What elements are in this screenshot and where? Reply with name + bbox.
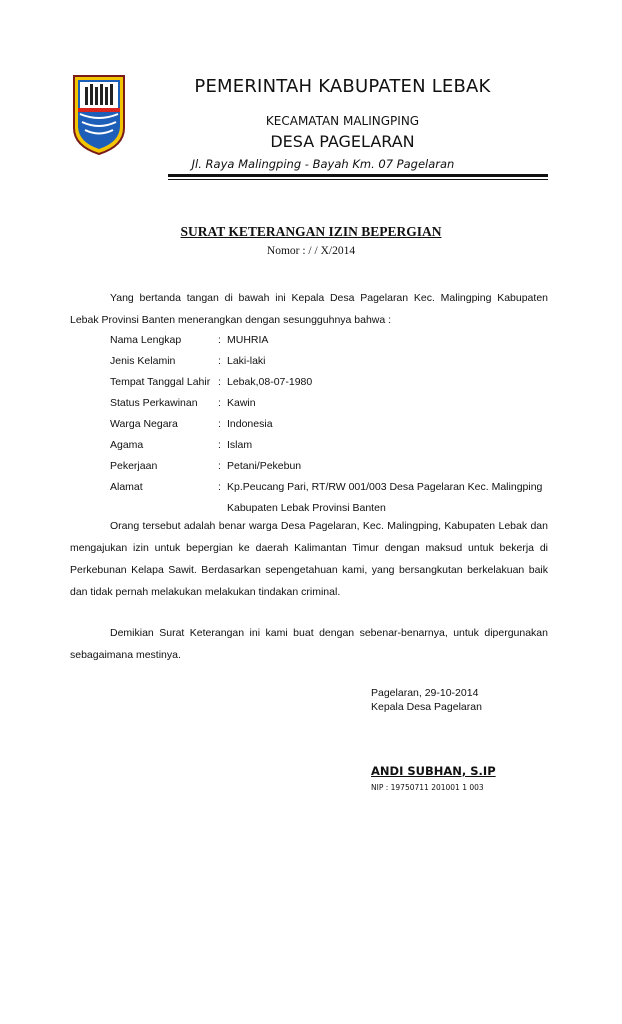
field-separator: : [218,460,221,472]
signature-block [371,686,482,714]
letterhead-government: PEMERINTAH KABUPATEN LEBAK [194,76,491,97]
field-label: Agama [110,439,144,451]
field-separator: : [218,481,221,493]
signer-nip: NIP : 19750711 201001 1 003 [371,783,484,792]
field-separator: : [218,355,221,367]
letterhead-address: Jl. Raya Malingping - Bayah Km. 07 Pagelaran [191,157,455,171]
field-row-gender [110,351,550,372]
field-label: Alamat [110,481,143,493]
field-separator: : [218,397,221,409]
field-value: MUHRIA [227,334,269,346]
field-value: Kp.Peucang Pari, RT/RW 001/003 Desa Pagelaran Kec. Malingping [227,481,543,493]
field-value: Indonesia [227,418,273,430]
field-row-religion [110,435,550,456]
field-row-birth [110,372,550,393]
signer-name: ANDI SUBHAN, S.IP [371,764,496,778]
field-row-occupation [110,456,550,477]
field-separator: : [218,439,221,451]
signature-position: Kepala Desa Pagelaran [371,701,482,713]
intro-paragraph: Yang bertanda tangan di bawah ini Kepala Desa Pagelaran Kec. Malingping Kabupaten Lebak Provinsi Banten menerangkan dengan sesungguhnya bahwa : [70,292,548,326]
field-row-citizenship [110,414,550,435]
field-label: Tempat Tanggal Lahir [110,376,211,388]
identity-fields [110,330,550,519]
statement-paragraph: Orang tersebut adalah benar warga Desa Pagelaran, Kec. Malingping, Kabupaten Lebak dan mengajukan izin untuk bepergian ke daerah Kalimantan Timur dengan maksud untuk bekerja di Perkebunan Kelapa Sawit. Berdasarkan sepengetahuan kami, yang bersangkutan berkelakuan baik dan tidak pernah melakukan melakukan tindakan criminal. [70,520,548,598]
field-row-marital [110,393,550,414]
field-label: Jenis Kelamin [110,355,176,367]
field-separator: : [218,418,221,430]
field-value-continued: Kabupaten Lebak Provinsi Banten [227,502,386,514]
letter-number: Nomor : / / X/2014 [266,245,356,257]
letterhead-rule-thin [168,179,548,180]
regency-crest-icon [70,70,128,156]
field-label: Warga Negara [110,418,178,430]
field-label: Pekerjaan [110,460,158,472]
letterhead-rule-thick [168,174,548,177]
letterhead-village: DESA PAGELARAN [270,132,415,151]
field-row-address [110,477,550,519]
field-value: Lebak,08-07-1980 [227,376,313,388]
closing-paragraph: Demikian Surat Keterangan ini kami buat dengan sebenar-benarnya, untuk dipergunakan sebagaimana mestinya. [70,627,548,661]
field-value: Petani/Pekebun [227,460,302,472]
letterhead-district: KECAMATAN MALINGPING [265,114,420,128]
field-value: Kawin [227,397,256,409]
field-separator: : [218,376,221,388]
field-row-name [110,330,550,351]
field-value: Laki-laki [227,355,266,367]
field-separator: : [218,334,221,346]
field-label: Status Perkawinan [110,397,198,409]
field-label: Nama Lengkap [110,334,182,346]
signature-place-date: Pagelaran, 29-10-2014 [371,687,479,699]
field-value: Islam [227,439,253,451]
letter-title: SURAT KETERANGAN IZIN BEPERGIAN [180,224,442,239]
